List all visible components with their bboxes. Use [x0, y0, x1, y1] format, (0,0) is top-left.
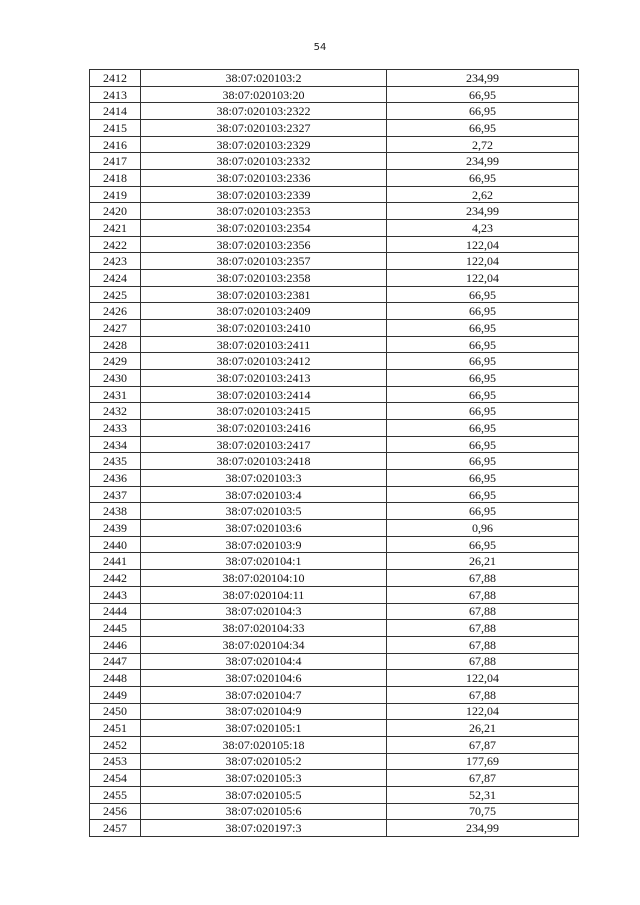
table-row — [90, 470, 579, 487]
table-row — [90, 70, 579, 87]
table-row — [90, 503, 579, 520]
row-number-cell: 2413 — [90, 86, 141, 103]
value-cell: 66,95 — [387, 470, 579, 487]
cadastral-number-cell: 38:07:020104:1 — [141, 553, 387, 570]
value-cell: 66,95 — [387, 403, 579, 420]
row-number-cell: 2419 — [90, 186, 141, 203]
table-row — [90, 803, 579, 820]
cadastral-number-cell: 38:07:020103:2329 — [141, 136, 387, 153]
value-cell: 66,95 — [387, 353, 579, 370]
value-cell: 26,21 — [387, 553, 579, 570]
cadastral-number-cell: 38:07:020103:2415 — [141, 403, 387, 420]
row-number-cell: 2447 — [90, 653, 141, 670]
cadastral-number-cell: 38:07:020103:2381 — [141, 286, 387, 303]
cadastral-number-cell: 38:07:020103:2322 — [141, 103, 387, 120]
row-number-cell: 2441 — [90, 553, 141, 570]
row-number-cell: 2412 — [90, 70, 141, 87]
row-number-cell: 2448 — [90, 670, 141, 687]
row-number-cell: 2431 — [90, 386, 141, 403]
row-number-cell: 2420 — [90, 203, 141, 220]
cadastral-number-cell: 38:07:020103:2 — [141, 70, 387, 87]
value-cell: 67,87 — [387, 770, 579, 787]
value-cell: 67,88 — [387, 653, 579, 670]
row-number-cell: 2439 — [90, 520, 141, 537]
row-number-cell: 2456 — [90, 803, 141, 820]
table-body — [90, 70, 579, 837]
value-cell: 66,95 — [387, 453, 579, 470]
row-number-cell: 2451 — [90, 720, 141, 737]
row-number-cell: 2453 — [90, 753, 141, 770]
page-number: 54 — [313, 42, 327, 53]
cadastral-number-cell: 38:07:020105:18 — [141, 736, 387, 753]
table-row — [90, 736, 579, 753]
cadastral-number-cell: 38:07:020104:34 — [141, 636, 387, 653]
table-row — [90, 536, 579, 553]
cadastral-number-cell: 38:07:020103:2356 — [141, 236, 387, 253]
value-cell: 66,95 — [387, 303, 579, 320]
table-row — [90, 520, 579, 537]
cadastral-number-cell: 38:07:020103:2354 — [141, 220, 387, 237]
table-row — [90, 636, 579, 653]
cadastral-number-cell: 38:07:020104:7 — [141, 686, 387, 703]
value-cell: 67,88 — [387, 636, 579, 653]
cadastral-number-cell: 38:07:020103:2412 — [141, 353, 387, 370]
value-cell: 122,04 — [387, 270, 579, 287]
row-number-cell: 2424 — [90, 270, 141, 287]
value-cell: 2,62 — [387, 186, 579, 203]
cadastral-number-cell: 38:07:020105:1 — [141, 720, 387, 737]
value-cell: 66,95 — [387, 336, 579, 353]
table-row — [90, 353, 579, 370]
value-cell: 67,88 — [387, 603, 579, 620]
value-cell: 66,95 — [387, 536, 579, 553]
row-number-cell: 2445 — [90, 620, 141, 637]
row-number-cell: 2432 — [90, 403, 141, 420]
row-number-cell: 2440 — [90, 536, 141, 553]
cadastral-number-cell: 38:07:020103:5 — [141, 503, 387, 520]
table-row — [90, 320, 579, 337]
value-cell: 122,04 — [387, 253, 579, 270]
cadastral-number-cell: 38:07:020197:3 — [141, 820, 387, 837]
value-cell: 52,31 — [387, 786, 579, 803]
table-row — [90, 270, 579, 287]
table-row — [90, 603, 579, 620]
cadastral-number-cell: 38:07:020103:2411 — [141, 336, 387, 353]
row-number-cell: 2449 — [90, 686, 141, 703]
value-cell: 67,88 — [387, 686, 579, 703]
table-row — [90, 453, 579, 470]
row-number-cell: 2452 — [90, 736, 141, 753]
row-number-cell: 2435 — [90, 453, 141, 470]
cadastral-number-cell: 38:07:020104:33 — [141, 620, 387, 637]
row-number-cell: 2450 — [90, 703, 141, 720]
cadastral-number-cell: 38:07:020103:4 — [141, 486, 387, 503]
table-row — [90, 620, 579, 637]
cadastral-number-cell: 38:07:020103:2416 — [141, 420, 387, 437]
table-row — [90, 653, 579, 670]
table-row — [90, 103, 579, 120]
cadastral-number-cell: 38:07:020103:2327 — [141, 120, 387, 137]
cadastral-number-cell: 38:07:020104:3 — [141, 603, 387, 620]
table-row — [90, 236, 579, 253]
table-row — [90, 120, 579, 137]
table-row — [90, 720, 579, 737]
row-number-cell: 2457 — [90, 820, 141, 837]
cadastral-number-cell: 38:07:020103:2414 — [141, 386, 387, 403]
table-row — [90, 386, 579, 403]
value-cell: 67,88 — [387, 620, 579, 637]
row-number-cell: 2428 — [90, 336, 141, 353]
table-row — [90, 436, 579, 453]
table-row — [90, 703, 579, 720]
value-cell: 66,95 — [387, 320, 579, 337]
row-number-cell: 2438 — [90, 503, 141, 520]
row-number-cell: 2455 — [90, 786, 141, 803]
value-cell: 66,95 — [387, 420, 579, 437]
cadastral-number-cell: 38:07:020103:2339 — [141, 186, 387, 203]
cadastral-number-cell: 38:07:020103:6 — [141, 520, 387, 537]
table-row — [90, 670, 579, 687]
row-number-cell: 2436 — [90, 470, 141, 487]
row-number-cell: 2433 — [90, 420, 141, 437]
table-row — [90, 220, 579, 237]
row-number-cell: 2417 — [90, 153, 141, 170]
row-number-cell: 2426 — [90, 303, 141, 320]
table-row — [90, 820, 579, 837]
cadastral-number-cell: 38:07:020103:2410 — [141, 320, 387, 337]
value-cell: 0,96 — [387, 520, 579, 537]
cadastral-number-cell: 38:07:020103:2418 — [141, 453, 387, 470]
row-number-cell: 2415 — [90, 120, 141, 137]
value-cell: 122,04 — [387, 670, 579, 687]
table-row — [90, 203, 579, 220]
cadastral-number-cell: 38:07:020103:2417 — [141, 436, 387, 453]
table-row — [90, 253, 579, 270]
value-cell: 66,95 — [387, 503, 579, 520]
cadastral-number-cell: 38:07:020104:11 — [141, 586, 387, 603]
value-cell: 122,04 — [387, 703, 579, 720]
row-number-cell: 2421 — [90, 220, 141, 237]
table-row — [90, 153, 579, 170]
cadastral-number-cell: 38:07:020103:20 — [141, 86, 387, 103]
value-cell: 67,88 — [387, 570, 579, 587]
cadastral-number-cell: 38:07:020103:2332 — [141, 153, 387, 170]
value-cell: 234,99 — [387, 203, 579, 220]
table-row — [90, 286, 579, 303]
table-row — [90, 170, 579, 187]
table-row — [90, 770, 579, 787]
cadastral-number-cell: 38:07:020103:2409 — [141, 303, 387, 320]
table-row — [90, 553, 579, 570]
row-number-cell: 2446 — [90, 636, 141, 653]
table-row — [90, 686, 579, 703]
value-cell: 234,99 — [387, 70, 579, 87]
cadastral-number-cell: 38:07:020103:9 — [141, 536, 387, 553]
cadastral-number-cell: 38:07:020104:10 — [141, 570, 387, 587]
value-cell: 66,95 — [387, 170, 579, 187]
cadastral-number-cell: 38:07:020103:2357 — [141, 253, 387, 270]
table-row — [90, 786, 579, 803]
value-cell: 67,88 — [387, 586, 579, 603]
row-number-cell: 2427 — [90, 320, 141, 337]
table-row — [90, 370, 579, 387]
cadastral-number-cell: 38:07:020103:2358 — [141, 270, 387, 287]
row-number-cell: 2437 — [90, 486, 141, 503]
value-cell: 2,72 — [387, 136, 579, 153]
cadastral-number-cell: 38:07:020105:2 — [141, 753, 387, 770]
cadastral-number-cell: 38:07:020104:6 — [141, 670, 387, 687]
value-cell: 26,21 — [387, 720, 579, 737]
value-cell: 234,99 — [387, 820, 579, 837]
row-number-cell: 2443 — [90, 586, 141, 603]
table-row — [90, 136, 579, 153]
row-number-cell: 2418 — [90, 170, 141, 187]
value-cell: 67,87 — [387, 736, 579, 753]
value-cell: 122,04 — [387, 236, 579, 253]
cadastral-number-cell: 38:07:020105:6 — [141, 803, 387, 820]
cadastral-number-cell: 38:07:020105:5 — [141, 786, 387, 803]
value-cell: 66,95 — [387, 120, 579, 137]
cadastral-number-cell: 38:07:020104:9 — [141, 703, 387, 720]
cadastral-number-cell: 38:07:020105:3 — [141, 770, 387, 787]
table-row — [90, 586, 579, 603]
value-cell: 4,23 — [387, 220, 579, 237]
cadastral-number-cell: 38:07:020103:3 — [141, 470, 387, 487]
table-row — [90, 86, 579, 103]
table-row — [90, 570, 579, 587]
row-number-cell: 2422 — [90, 236, 141, 253]
table-row — [90, 303, 579, 320]
row-number-cell: 2454 — [90, 770, 141, 787]
row-number-cell: 2414 — [90, 103, 141, 120]
value-cell: 70,75 — [387, 803, 579, 820]
cadastral-number-cell: 38:07:020103:2353 — [141, 203, 387, 220]
row-number-cell: 2442 — [90, 570, 141, 587]
value-cell: 234,99 — [387, 153, 579, 170]
table-row — [90, 486, 579, 503]
cadastral-number-cell: 38:07:020103:2413 — [141, 370, 387, 387]
value-cell: 66,95 — [387, 286, 579, 303]
row-number-cell: 2429 — [90, 353, 141, 370]
table-row — [90, 753, 579, 770]
row-number-cell: 2425 — [90, 286, 141, 303]
value-cell: 177,69 — [387, 753, 579, 770]
value-cell: 66,95 — [387, 370, 579, 387]
table-row — [90, 186, 579, 203]
row-number-cell: 2444 — [90, 603, 141, 620]
table-row — [90, 420, 579, 437]
row-number-cell: 2434 — [90, 436, 141, 453]
value-cell: 66,95 — [387, 436, 579, 453]
row-number-cell: 2423 — [90, 253, 141, 270]
table-row — [90, 403, 579, 420]
value-cell: 66,95 — [387, 86, 579, 103]
value-cell: 66,95 — [387, 103, 579, 120]
row-number-cell: 2430 — [90, 370, 141, 387]
table-row — [90, 336, 579, 353]
cadastral-number-cell: 38:07:020103:2336 — [141, 170, 387, 187]
cadastral-table — [89, 69, 579, 837]
value-cell: 66,95 — [387, 386, 579, 403]
value-cell: 66,95 — [387, 486, 579, 503]
cadastral-number-cell: 38:07:020104:4 — [141, 653, 387, 670]
row-number-cell: 2416 — [90, 136, 141, 153]
